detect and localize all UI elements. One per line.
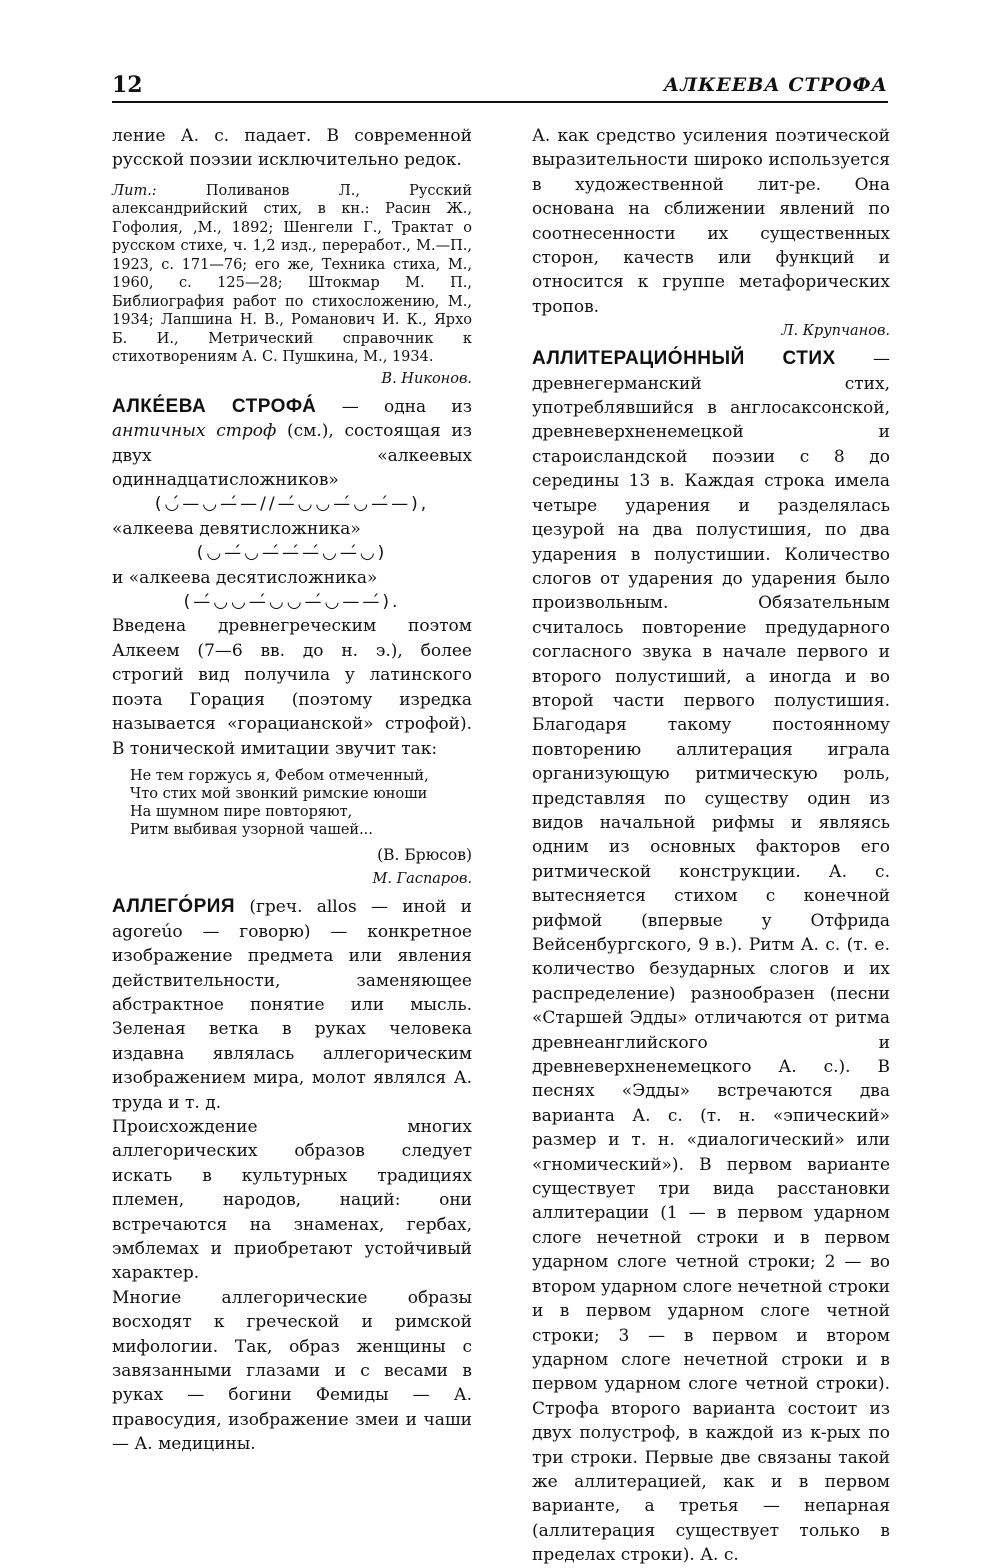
allegory-text-3: Многие аллегорические образы восходят к греческой и римской мифологии. Так, образ женщины с завязанными глазами и с весами в руках — богини Фемиды — А. правосудия, изображение змеи и чаши — А. медицины. — [112, 1287, 472, 1455]
verse-quote — [130, 767, 472, 839]
literature-text: Поливанов Л., Русский александрийский стих, в кн.: Расин Ж., Гофолия, ,М., 1892; Шенгели Г., Трактат о русском стихе, ч. 1,2 изд., переработ., М.—П., 1923, с. 171—76; его же, Техника стиха, М., 1960, с. 125—28; Штокмар М. П., Библиография работ по стихосложению, М., 1934; Лапшина Н. В., Романович И. К., Ярхо Б. И., Метрический справочник к стихотворениям А. С. Пушкина, М., 1934. — [112, 182, 472, 366]
metre-scheme-3: (—́◡◡—́◡◡—́◡——́). — [183, 592, 401, 613]
alkey-text-1: (см.), состоящая из двух «алкеевых одиннадцатисложников» — [112, 421, 473, 491]
allegory-entry — [112, 895, 472, 1115]
signature-gasparov: М. Гаспаров. — [372, 871, 472, 888]
verse-line: Ритм выбивая узорной чашей... — [130, 821, 373, 838]
page-header — [112, 70, 888, 100]
alkey-italic: античных строф — [112, 421, 277, 442]
allegory-headword: АЛЛЕГО́РИЯ — [112, 896, 236, 918]
literature-block — [112, 182, 472, 367]
verse-line: Не тем горжусь я, Фебом отмеченный, — [130, 767, 429, 784]
alkey-entry — [112, 395, 472, 493]
allegory-text-1: (греч. allos — иной и agoreúo — говорю) — конкретное изображение предмета или явления действительности, заменяющее абстрактное понятие или мысль. Зеленая ветка в руках человека издавна являлась аллегорическим изображением мира, молот являлся А. труда и т. д. — [112, 897, 473, 1113]
metre-scheme-1: (◡́—◡—́—//—́◡◡—́◡—́—), — [154, 494, 430, 515]
header-rule — [112, 101, 888, 103]
allegory-text-2: Происхождение многих аллегорических образов следует искать в культурных традициях племен, народов, наций: они встречаются на знаменах, гербах, эмблемах и приобретают устойчивый характер. — [112, 1116, 472, 1284]
verse-source: (В. Брюсов) — [377, 845, 472, 864]
page-number: 12 — [112, 72, 143, 98]
alkey-dash: — одна из — [341, 396, 473, 417]
alliteration-headword: АЛЛИТЕРАЦИО́ННЫЙ СТИХ — [532, 348, 836, 370]
alkey-text-4: Введена древнегреческим поэтом Алкеем (7—6 вв. до н. э.), более строгий вид получила у латинского поэта Горация (поэтому изредка называется «горацианской» строфой). В тонической имитации звучит так: — [112, 616, 472, 759]
intro-paragraph: ление А. с. падает. В современной русской поэзии исключительно редок. — [112, 126, 472, 171]
literature-label: Лит.: — [112, 182, 157, 199]
signature-krupchanov: Л. Крупчанов. — [781, 323, 890, 340]
alkey-headword: АЛКЕ́ЕВА СТРОФА́ — [112, 395, 317, 417]
right-column — [532, 124, 890, 1568]
left-column — [112, 124, 472, 1457]
alliteration-text: — древнегерманский стих, употреблявшийся в англосаксонской, древневерхненемецкой и староисландской поэзии с 8 до середины 13 в. Каждая строка имела четыре ударения и разделялась цезурой на два полустишия, по два ударения в полустишии. Количество слогов от ударения до ударения было произвольным. Обязательным считалось повторение предударного согласного звука в начале первого и второго полустиший, а иногда и во второй части первого полустишия. Благодаря такому постоянному повторению аллитерация играла организующую ритмическую роль, представляя по существу один из видов начальной рифмы и являясь одним из основных факторов его ритмической конструкции. А. с. вытесняется стихом с конечной рифмой (впервые у Отфрида Вейсенбургского, 9 в.). Ритм А. с. (т. е. количество безударных слогов и их распределение) разнообразен (песни «Старшей Эдды» отличаются от ритма древнеанглийского и древневерхненемецкого А. с.). В песнях «Эдды» встречаются два варианта А. с. (т. н. «эпический» размер и т. н. «диалогический» или «гномический»). В первом варианте существует три вида расстановки аллитерации (1 — в первом ударном слоге нечетной строки и в первом ударном слоге четной строки; 2 — во втором ударном слоге нечетной строки и в первом ударном слоге четной строки; 3 — в первом и втором ударном слоге нечетной строки и в первом ударном слоге четной строки). Строфа второго варианта состоит из двух полустроф, в каждой из к-рых по три строки. Первые две связаны такой же аллитерацией, как и в первом варианте, а третья — непарная (аллитерация существует только в пределах строки). А. с. — [532, 349, 890, 1566]
continuation-paragraph: А. как средство усиления поэтической выразительности широко используется в художественной лит-ре. Она основана на сближении явлений по соотнесенности их существенных сторон, качеств или функций и относится к группе метафорических тропов. — [532, 126, 890, 317]
signature-nikonov: В. Никонов. — [381, 370, 472, 387]
running-title: АЛКЕЕВА СТРОФА — [663, 74, 888, 96]
alkey-text-2: «алкеева девятисложника» — [112, 518, 361, 539]
metre-scheme-2: (◡—́◡—́—́—́◡—́◡) — [196, 543, 388, 564]
alliteration-entry — [532, 347, 890, 1567]
alkey-text-3: и «алкеева десятисложника» — [112, 567, 378, 588]
verse-line: Что стих мой звонкий римские юноши — [130, 785, 428, 802]
verse-line: На шумном пире повторяют, — [130, 803, 353, 820]
